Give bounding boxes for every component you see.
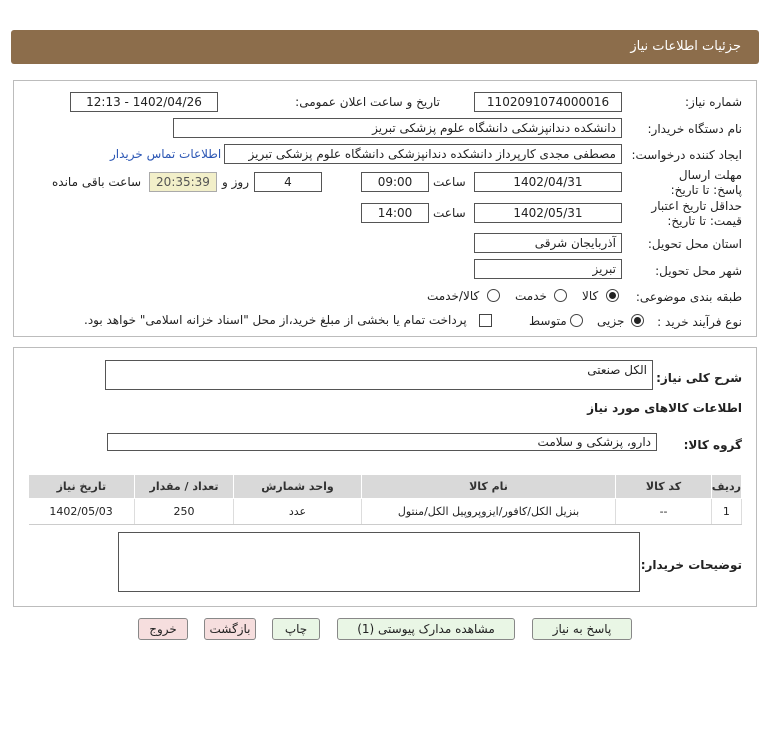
purchase-option-medium: متوسط: [529, 314, 567, 328]
validity-time-label: ساعت: [433, 206, 466, 220]
treasury-payment-checkbox[interactable]: [479, 314, 492, 327]
buyer-notes-label: توضیحات خریدار:: [640, 558, 742, 572]
buyer-org-field: دانشکده دندانپزشکی دانشگاه علوم پزشکی تبریز: [173, 118, 622, 138]
category-radio-goods[interactable]: [606, 289, 619, 302]
col-code: کد کالا: [616, 475, 711, 499]
col-date: تاریخ نیاز: [29, 475, 135, 499]
province-label: استان محل تحویل:: [647, 237, 742, 251]
remaining-time-field: 20:35:39: [149, 172, 217, 192]
deadline-label: مهلت ارسال پاسخ: تا تاریخ:: [670, 168, 742, 197]
purchase-radio-minor[interactable]: [631, 314, 644, 327]
category-radio-goods-service[interactable]: [487, 289, 500, 302]
creator-label: ایجاد کننده درخواست:: [631, 148, 742, 162]
deadline-time-label: ساعت: [433, 175, 466, 189]
col-unit: واحد شمارش: [234, 475, 361, 499]
buyer-org-label: نام دستگاه خریدار:: [647, 122, 742, 136]
attachments-button[interactable]: مشاهده مدارک پیوستی (1): [337, 618, 515, 640]
cell-name: بنزیل الکل/کافور/ایزوپروپیل الکل/منتول: [361, 499, 616, 525]
page-title: جزئیات اطلاعات نیاز: [630, 39, 741, 54]
summary-field: الکل صنعتی: [105, 360, 653, 390]
category-radio-service[interactable]: [554, 289, 567, 302]
goods-table: [28, 474, 742, 525]
deadline-date-field: 1402/04/31: [474, 172, 622, 192]
goods-table-header: [29, 475, 742, 499]
table-row: [29, 499, 742, 525]
exit-button[interactable]: خروج: [138, 618, 188, 640]
validity-date-field: 1402/05/31: [474, 203, 622, 223]
province-field: آذربایجان شرقی: [474, 233, 622, 253]
city-field: تبریز: [474, 259, 622, 279]
summary-label: شرح کلی نیاز:: [656, 371, 742, 385]
category-option-goods: کالا: [582, 289, 599, 303]
purchase-option-minor: جزیی: [597, 314, 625, 328]
buyer-notes-field: [118, 532, 640, 592]
cell-qty: 250: [134, 499, 234, 525]
print-button[interactable]: چاپ: [272, 618, 320, 640]
col-qty: تعداد / مقدار: [134, 475, 234, 499]
col-row: ردیف: [711, 475, 741, 499]
cell-date: 1402/05/03: [29, 499, 135, 525]
goods-section-title: اطلاعات کالاهای مورد نیاز: [587, 401, 742, 415]
announce-field: 1402/04/26 - 12:13: [70, 92, 218, 112]
need-number-field: 1102091074000016: [474, 92, 622, 112]
validity-time-field: 14:00: [361, 203, 429, 223]
days-label: روز و: [222, 175, 249, 189]
back-button[interactable]: بازگشت: [204, 618, 256, 640]
goods-group-label: گروه کالا:: [683, 438, 742, 452]
creator-field: مصطفی مجدی کارپرداز دانشکده دندانپزشکی دانشگاه علوم پزشکی تبریز: [224, 144, 622, 164]
category-option-service: خدمت: [515, 289, 547, 303]
goods-group-field: دارو، پزشکی و سلامت: [107, 433, 657, 451]
cell-unit: عدد: [234, 499, 361, 525]
announce-label: تاریخ و ساعت اعلان عمومی:: [295, 95, 440, 109]
remaining-label: ساعت باقی مانده: [52, 175, 142, 189]
deadline-time-field: 09:00: [361, 172, 429, 192]
days-remaining-field: 4: [254, 172, 322, 192]
validity-label: حداقل تاریخ اعتبار قیمت: تا تاریخ:: [651, 199, 742, 228]
category-label: طبقه بندی موضوعی:: [635, 290, 742, 304]
treasury-payment-note: پرداخت تمام یا بخشی از مبلغ خرید،از محل "اسناد خزانه اسلامی" خواهد بود.: [84, 313, 467, 327]
contact-buyer-link[interactable]: اطلاعات تماس خریدار: [110, 147, 222, 161]
page-header: [11, 30, 759, 64]
purchase-type-label: نوع فرآیند خرید :: [657, 315, 742, 329]
col-name: نام کالا: [361, 475, 616, 499]
purchase-radio-medium[interactable]: [570, 314, 583, 327]
cell-code: --: [616, 499, 711, 525]
cell-row: 1: [711, 499, 741, 525]
reply-button[interactable]: پاسخ به نیاز: [532, 618, 632, 640]
city-label: شهر محل تحویل:: [655, 264, 742, 278]
category-option-goods-service: کالا/خدمت: [427, 289, 480, 303]
need-number-label: شماره نیاز:: [685, 95, 742, 109]
